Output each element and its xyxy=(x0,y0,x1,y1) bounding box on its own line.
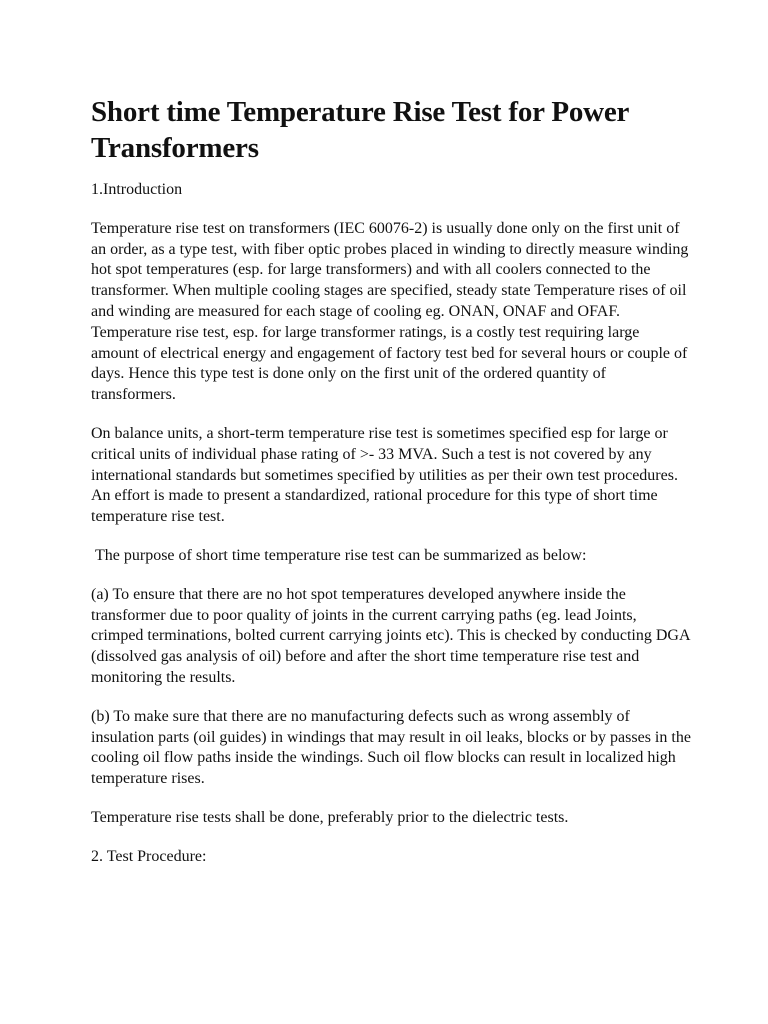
paragraph-purpose-intro: The purpose of short time temperature rise test can be summarized as below: xyxy=(95,546,587,564)
paragraph-purpose-a: (a) To ensure that there are no hot spot temperatures developed anywhere inside the transformer due to poor quality of joints in the current carrying paths (eg. lead Joints, crimped terminations, bolted current carrying joints etc). This is checked by conducting DGA (dissolved gas analysis of oil) before and after the short time temperature rise test and monitoring the results. xyxy=(91,585,690,686)
paragraph-type-test: Temperature rise test on transformers (IEC 60076-2) is usually done only on the first unit of an order, as a type test, with fiber optic probes placed in winding to directly measure winding hot spot temperatures (esp. for large transformers) and with all coolers connected to the transformer. When multiple cooling stages are specified, steady state Temperature rises of oil and winding are measured for each stage of cooling eg. ONAN, ONAF and OFAF. Temperature rise test, esp. for large transformer ratings, is a costly test requiring large amount of electrical energy and engagement of factory test bed for several hours or couple of days. Hence this type test is done only on the first unit of the ordered quantity of transformers. xyxy=(91,219,689,404)
section-heading-test-procedure: 2. Test Procedure: xyxy=(91,847,207,865)
document-page xyxy=(91,94,691,886)
paragraph-purpose-b: (b) To make sure that there are no manufacturing defects such as wrong assembly of insulation parts (oil guides) in windings that may result in oil leaks, blocks or by passes in the cooling oil flow paths inside the windings. Such oil flow blocks can result in localized high temperature rises. xyxy=(91,707,691,788)
document-title: Short time Temperature Rise Test for Power Transformers xyxy=(91,96,629,164)
paragraph-balance-units: On balance units, a short-term temperature rise test is sometimes specified esp for large or critical units of individual phase rating of >- 33 MVA. Such a test is not covered by any international standards but sometimes specified by utilities as per their own test procedures. An effort is made to present a standardized, rational procedure for this type of short time temperature rise test. xyxy=(91,424,678,526)
paragraph-test-order: Temperature rise tests shall be done, preferably prior to the dielectric tests. xyxy=(91,808,569,826)
section-heading-introduction: 1.Introduction xyxy=(91,181,183,198)
